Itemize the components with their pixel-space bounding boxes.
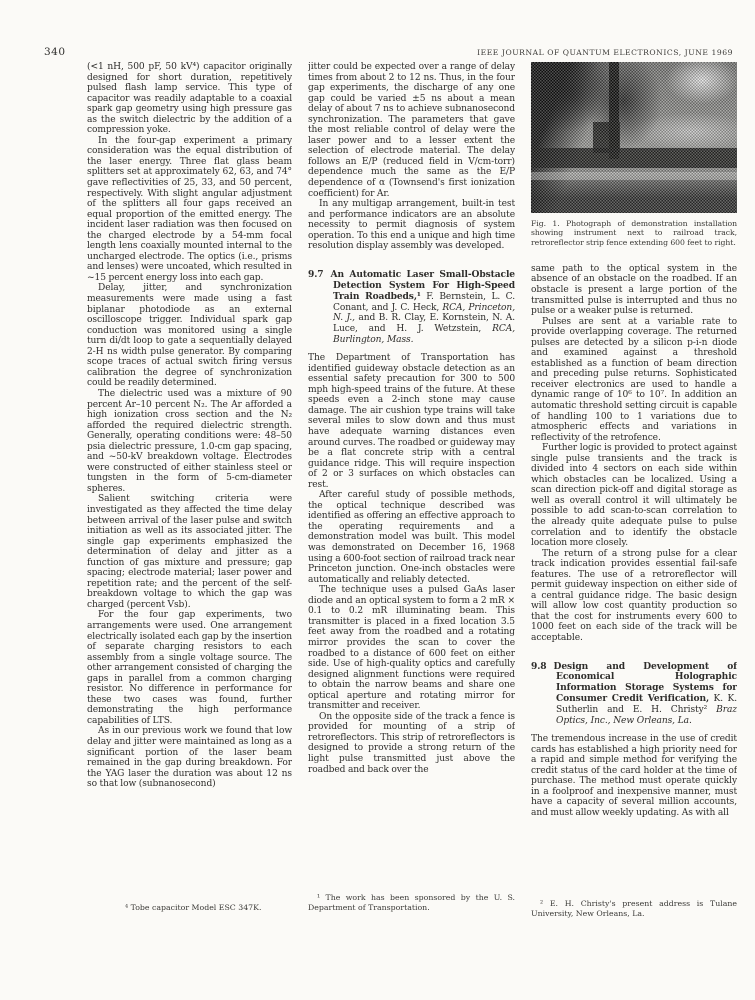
photo-halftone-texture: [531, 62, 737, 213]
section-authors: F. Bernstein, L. C. Conant, and J. C. Heck,: [333, 291, 515, 313]
paragraph: The return of a strong pulse for a clear track indication provides essential fail-safe features. The use of a retroreflector will permit guideway inspection on either side of a central guidance ridge. The basic design will allow low cost quantity production so that the cost for instruments every 600 to 1000 feet on each side of the track will be acceptable.: [531, 548, 737, 644]
figure-1-caption: Fig. 1. Photograph of demonstration installation showing instrument next to railroad track, retroreflector strip fence extending 600 feet to right.: [531, 219, 737, 247]
paragraph: After careful study of possible methods, the optical technique described was identified as offering an effective approach to the operating requirements and a demonstration model was built. This model was demonstrated on December 16, 1968 using a 600-foot section of railroad track near Princeton junction. One-inch obstacles were automatically and reliably detected.: [308, 490, 515, 585]
paragraph: In the four-gap experiment a primary consideration was the equal distribution of the laser energy. Three flat glass beam splitters set at approximately 62, 63, and 74° gave reflectivities of 25, 33, and 50 percent, respectively. With slight angular adjustment of the splitters all four gaps received an equal proportion of the emitted energy. The incident laser radiation was then focused on the charged electrode by a 54-mm focal length lens coaxially mounted internal to the uncharged electrode. The optics (i.e., prisms and lenses) were uncoated, which resulted in ~15 percent energy loss into each gap.: [87, 135, 292, 283]
section-9-7-heading: [308, 270, 515, 346]
section-title-bold: Design and Development of Economical Holographic Information Storage Systems for Consumer Credit Verification,: [553, 660, 737, 705]
paragraph: The tremendous increase in the use of credit cards has established a high priority need for a rapid and simple method for verifying the credit status of the card holder at the time of purchase. The method must operate quickly in a foolproof and inexpensive manner, must have a capacity of several million accounts, and must allow weekly updating. As with all: [531, 734, 737, 818]
paragraph: Pulses are sent at a variable rate to provide overlapping coverage. The returned pulses are detected by a silicon p-i-n diode and examined against a threshold established as a function of beam direction and preceding pulse returns. Sophisticated receiver electronics are used to handle a dynamic range of 10⁶ to 10⁷. In addition an automatic threshold setting circuit is capable of handling 100 to 1 variations due to atmospheric effects and variations in reflectivity of the retrofence.: [531, 316, 737, 443]
paragraph: As in our previous work we found that low delay and jitter were maintained as long as a significant portion of the laser beam remained in the gap during breakdown. For the YAG laser the duration was about 12 ns so that low (subnanosecond): [87, 726, 292, 790]
footnote-christy-address: ² E. H. Christy's present address is Tulane University, New Orleans, La.: [531, 894, 737, 918]
column-2: [308, 62, 515, 967]
paragraph: On the opposite side of the track a fence is provided for mounting of a strip of retroreflectors. This strip of retroreflectors is designed to provide a strong return of the light pulse transmitted just above the roadbed and back over the: [308, 711, 515, 775]
paragraph: The Department of Transportation has identified guideway obstacle detection as an essential safety precaution for 300 to 500 mph high-speed trains of the future. At these speeds even a 2-inch stone may cause damage. The air cushion type trains will take several miles to slow down and thus must have adequate warning distances even around curves. The roadbed or guideway may be a flat concrete strip with a central guidance ridge. This will require inspection of 2 or 3 surfaces on which obstacles can rest.: [308, 353, 515, 490]
column-3: [531, 62, 737, 967]
section-number: 9.8: [531, 660, 547, 672]
figure-1-photo: [531, 62, 737, 213]
paragraph: Salient switching criteria were investigated as they affected the time delay between arrival of the laser pulse and switch initiation as well as its associated jitter. The single gap experiments emphasized the determination of delay and jitter as a function of gas mixture and pressure; gap spacing; electrode material; laser power and repetition rate; and the percent of the self-breakdown voltage to which the gap was charged (percent Vsb).: [87, 494, 292, 610]
text-columns: [87, 62, 737, 967]
section-affiliation: RCA, Burlington, Mass.: [333, 324, 515, 346]
column-1: [87, 62, 292, 967]
paragraph: For the four gap experiments, two arrangements were used. One arrangement electrically isolated each gap by the insertion of separate charging resistors to each assembly from a single voltage source. The other arrangement consisted of charging the gaps in parallel from a common charging resistor. No difference in performance for these two cases was found, further demonstrating the high performance capabilities of LTS.: [87, 610, 292, 726]
paragraph: Further logic is provided to protect against single pulse transients and the track is divided into 4 sectors on each side within which obstacles can be localized. Using a scan direction pick-off and digital storage as well as overall control it will ultimately be possible to add scan-to-scan correlation to the already quite adequate pulse to pulse correlation and to identify the obstacle location more closely.: [531, 443, 737, 549]
paragraph: same path to the optical system in the absence of an obstacle on the roadbed. If an obstacle is present a large portion of the transmitted pulse is interrupted and thus no pulse or a weaker pulse is returned.: [531, 263, 737, 317]
footnote-capacitor: ⁴ Tobe capacitor Model ESC 347K.: [87, 898, 292, 913]
section-9-8-heading: [531, 662, 737, 727]
section-title-bold: An Automatic Laser Small-Obstacle Detection System For High-Speed Train Roadbeds,¹: [330, 268, 515, 302]
paragraph: The dielectric used was a mixture of 90 percent Ar–10 percent N₂. The Ar afforded a high ionization cross section and the N₂ afforded the required dielectric strength. Generally, operating conditions were: 48–50 psia dielectric pressure, 1.0-cm gap spacing, and ~50-kV breakdown voltage. Electrodes were constructed of either stainless steel or tungsten in the form of 5-cm-diameter spheres.: [87, 388, 292, 494]
paragraph: The technique uses a pulsed GaAs laser diode and an optical system to form a 2 mR × 0.1 to 0.2 mR illuminating beam. This transmitter is placed in a fixed location 3.5 feet away from the roadbed and a rotating mirror provides the scan to cover the roadbed to a distance of 600 feet on either side. Use of high-quality optics and carefully designed alignment functions were required to obtain the narrow beams and share one optical aperture and rotating mirror for transmitter and receiver.: [308, 585, 515, 712]
page-number: 340: [44, 46, 66, 58]
section-affiliation: Braz Optics, Inc., New Orleans, La.: [556, 705, 737, 727]
footnote-sponsorship: ¹ The work has been sponsored by the U. S. Department of Transportation.: [308, 888, 515, 912]
paragraph: (<1 nH, 500 pF, 50 kV⁴) capacitor originally designed for short duration, repetitively pulsed flash lamp service. This type of capacitor was readily adaptable to a coaxial spark gap geometry using high pressure gas as the switch dielectric by the addition of a compression yoke.: [87, 62, 292, 136]
figure-1: [531, 62, 737, 247]
journal-title: IEEE JOURNAL OF QUANTUM ELECTRONICS, JUNE 1969: [477, 48, 733, 57]
paragraph: jitter could be expected over a range of delay times from about 2 to 12 ns. Thus, in the four gap experiments, the discharge of any one gap could be varied ±5 ns about a mean delay of about 7 ns to achieve subnanosecond synchronization. The parameters that gave the most reliable control of delay were the laser power and to a lesser extent the selection of electrode material. The delay follows an E/P (reduced field in V/cm-torr) dependence much the same as the E/P dependence of α (Townsend's first ionization coefficient) for Ar.: [308, 62, 515, 199]
paragraph: In any multigap arrangement, built-in test and performance indicators are an absolute necessity to permit diagnosis of system operation. To this end a unique and high time resolution display assembly was developed.: [308, 199, 515, 252]
section-authors: K. K. Sutherlin and E. H. Christy²: [556, 694, 737, 716]
running-head: [44, 46, 733, 60]
section-authors: and B. R. Clay, E. Kornstein, N. A. Luce, and H. J. Wetzstein,: [333, 313, 515, 335]
paragraph: Delay, jitter, and synchronization measurements were made using a fast biplanar photodiode as an external oscilloscope trigger. Individual spark gap conduction was monitored using a single turn di/dt loop to gate a sequentially delayed 2-H ns width pulse generator. By comparing scope traces of actual switch firing versus calibration the degree of synchronization could be readily determined.: [87, 283, 292, 389]
section-number: 9.7: [308, 268, 324, 280]
section-affiliation: RCA, Princeton, N. J.,: [333, 302, 515, 324]
